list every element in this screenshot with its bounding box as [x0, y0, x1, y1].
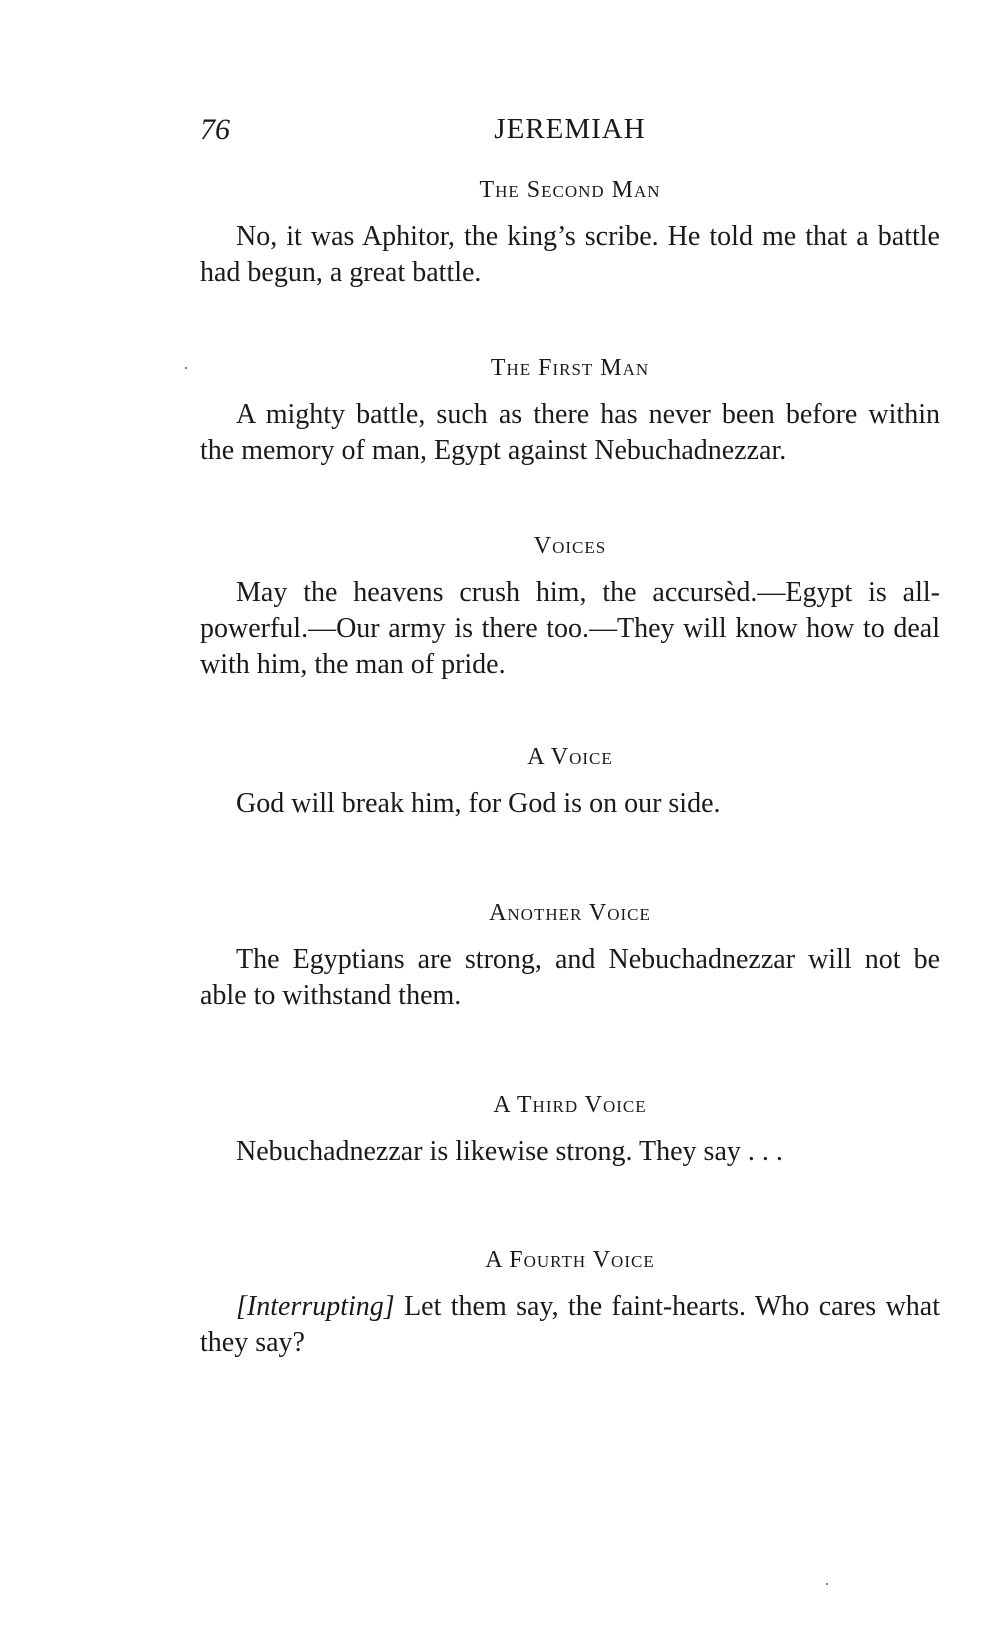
speaker-name: The Second Man: [479, 177, 661, 203]
stage-direction: [Interrupting]: [236, 1291, 395, 1322]
running-head: JEREMIAH: [494, 113, 646, 145]
speaker-name: Voices: [533, 533, 607, 559]
dialogue-block-fourth-voice: [200, 1245, 940, 1361]
speaker-name: A Voice: [527, 744, 613, 770]
page-number: 76: [200, 113, 230, 146]
dialogue-block-second-man: [200, 175, 940, 291]
speech-text: Nebuchadnezzar is likewise strong. They say . . .: [236, 1136, 783, 1167]
speech-line: Let them say, the faint-hearts. Who cares what they say?: [200, 1291, 940, 1358]
dialogue-block-a-voice: [200, 742, 940, 822]
speech-text: God will break him, for God is on our side.: [236, 788, 721, 819]
print-speck: [185, 367, 187, 369]
print-speck: [826, 1583, 828, 1585]
dialogue-block-first-man: [200, 353, 940, 469]
speaker-name: A Fourth Voice: [485, 1247, 655, 1273]
speech-text: [200, 1289, 940, 1361]
speaker-name: Another Voice: [489, 900, 651, 926]
speaker-name: A Third Voice: [493, 1092, 647, 1118]
speech-text: A mighty battle, such as there has never been before within the memory of man, Egypt against Nebuchadnezzar.: [200, 399, 940, 466]
dialogue-block-voices: [200, 531, 940, 683]
speech-text: The Egyptians are strong, and Nebuchadnezzar will not be able to withstand them.: [200, 944, 940, 1011]
speech-text: No, it was Aphitor, the king’s scribe. He told me that a battle had begun, a great battle.: [200, 221, 940, 288]
dialogue-block-third-voice: [200, 1090, 940, 1170]
speaker-name: The First Man: [490, 355, 650, 381]
speech-text: May the heavens crush him, the accursèd.—Egypt is all-powerful.—Our army is there too.—They will know how to deal with him, the man of pride.: [200, 577, 940, 680]
dialogue-block-another-voice: [200, 898, 940, 1014]
